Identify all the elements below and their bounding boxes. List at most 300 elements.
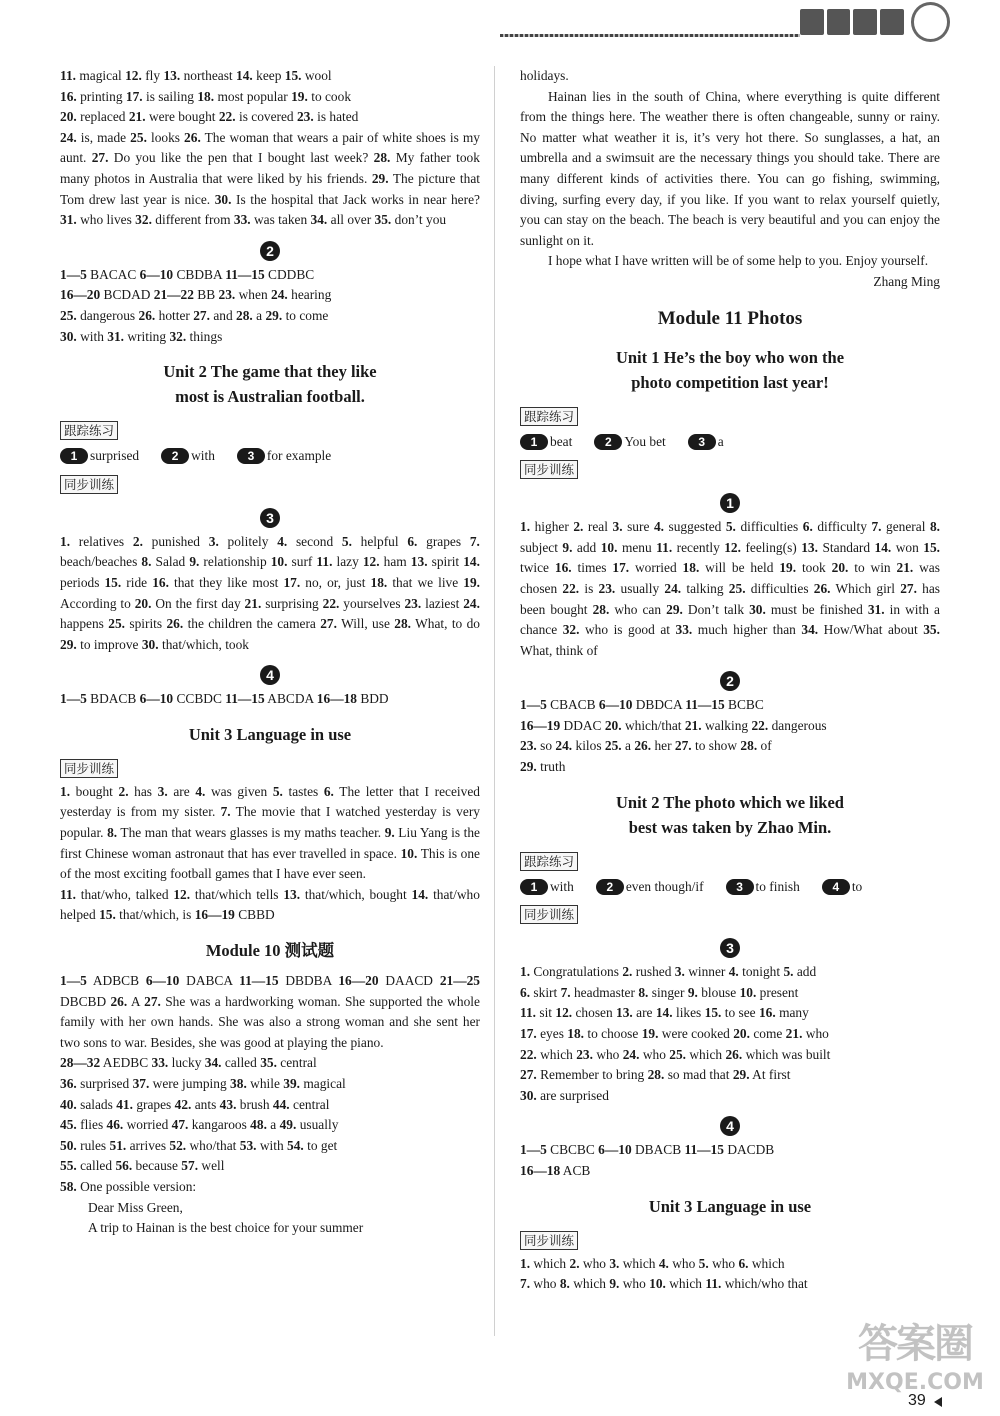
answer-text: My father took many photos in Australia that were liked by his friends. <box>60 150 480 186</box>
answer-text: won <box>895 539 919 555</box>
answer-paragraph <box>60 689 480 710</box>
answer-number: 6—10 <box>598 697 633 713</box>
answer-number: 29. <box>732 1067 750 1083</box>
answer-text: times <box>577 560 607 576</box>
answer-text: that/who helped <box>60 886 480 923</box>
answer-text: She was a hardworking woman. She supported the whole family with her own hands. She was also a strong woman and she sent her two sons to war. Besides, she was good at playing the piano. <box>60 993 480 1050</box>
answer-number: 5. <box>725 519 736 535</box>
answer-number: 9. <box>384 825 395 841</box>
answer-text: grapes <box>426 533 462 549</box>
answer-number: 24. <box>60 129 77 145</box>
answer-text: The movie that I watched yesterday is very popular. <box>60 804 480 841</box>
answer-number: 12. <box>125 68 142 83</box>
answer-number: 3. <box>157 783 168 799</box>
answer-number: 34. <box>204 1055 222 1071</box>
answer-text: all over <box>330 212 372 228</box>
answer-text: surprised <box>80 1076 130 1091</box>
answer-number: 56. <box>115 1158 133 1174</box>
answer-number: 6—10 <box>598 1142 632 1158</box>
answer-text: which <box>540 1046 573 1062</box>
answer-text: to get <box>307 1137 338 1153</box>
answer-text: who <box>805 1026 829 1042</box>
pill-number-icon: 4 <box>822 879 850 895</box>
answer-text: that/which, bought <box>304 886 407 902</box>
answer-number: 13. <box>410 554 428 570</box>
answer-text: headmaster <box>573 984 635 1000</box>
answer-line <box>520 983 940 1004</box>
answer-number: 6—10 <box>139 266 174 282</box>
answer-text: usually <box>620 580 660 596</box>
answer-text: One possible version: <box>80 1178 197 1194</box>
unit-1-title <box>520 345 940 395</box>
answer-number: 1. <box>520 519 531 535</box>
pill-answers <box>520 877 940 898</box>
answer-number: 5. <box>783 964 794 980</box>
training-tag: 同步训练 <box>520 905 578 924</box>
answer-text: A <box>130 993 140 1009</box>
answer-number: 16. <box>758 1005 776 1021</box>
answer-text: bought <box>75 783 113 799</box>
section-marker <box>60 665 480 687</box>
section-marker <box>60 241 480 263</box>
answer-number: 22. <box>520 1046 537 1062</box>
answer-text: fly <box>145 68 161 83</box>
answer-text: spirits <box>129 616 163 632</box>
answer-text: ham <box>383 554 407 570</box>
answer-text: Don’t talk <box>687 601 745 617</box>
answer-number: 30. <box>749 601 766 617</box>
answer-line <box>60 1156 480 1177</box>
unit-3-answers <box>520 1254 940 1295</box>
answer-text: hotter <box>158 307 190 323</box>
pill-answer-text: You bet <box>624 433 666 449</box>
section-number-icon: 2 <box>260 241 280 261</box>
answer-number: 11—15 <box>239 973 279 989</box>
answer-text: different from <box>155 212 231 228</box>
answer-text: blouse <box>701 984 737 1000</box>
answer-number: 33. <box>151 1055 169 1071</box>
answer-text: walking <box>704 717 749 733</box>
pill-number-icon: 1 <box>60 448 88 464</box>
answer-text: CBDBA <box>176 266 222 282</box>
answer-text: which <box>573 1276 606 1292</box>
answer-line <box>60 1115 480 1136</box>
answer-number: 16—18 <box>520 1163 561 1178</box>
answer-text: called <box>224 1055 257 1071</box>
practice-tag: 跟踪练习 <box>520 852 578 871</box>
answer-number: 25. <box>669 1046 687 1062</box>
answer-number: 3. <box>208 533 219 549</box>
answer-number: 16. <box>152 574 169 590</box>
answer-number: 1. <box>60 783 71 799</box>
answer-number: 8. <box>141 554 152 570</box>
answer-text: CCBDC <box>176 691 222 707</box>
answer-text: Congratulations <box>533 964 619 980</box>
answer-number: 15. <box>104 574 122 590</box>
answer-text: add <box>576 539 597 555</box>
answer-number: 50. <box>60 1137 77 1153</box>
answer-number: 12. <box>724 539 741 555</box>
answer-number: 44. <box>272 1096 290 1112</box>
answer-number: 18. <box>370 574 388 590</box>
answer-line <box>60 66 480 87</box>
answer-text: no, or, just <box>305 574 366 590</box>
answer-text: who <box>622 1276 646 1292</box>
answer-number: 34. <box>801 622 819 638</box>
answer-line <box>520 1140 940 1161</box>
unit-2-title <box>60 359 480 409</box>
answer-text: keep <box>256 68 282 83</box>
answer-text: were cooked <box>661 1026 730 1042</box>
section-number-icon: 4 <box>260 665 280 685</box>
answer-number: 27. <box>320 616 337 632</box>
answer-number: 1—5 <box>60 973 87 989</box>
answer-text: According to <box>60 595 131 611</box>
answer-text: Do you like the pen that I bought last week? <box>113 150 369 166</box>
answer-text: are surprised <box>540 1087 609 1103</box>
answer-text: is sailing <box>145 88 194 104</box>
answer-number: 13. <box>283 886 301 902</box>
answer-text: ABCDA <box>267 691 314 707</box>
answer-number: 30. <box>141 636 159 652</box>
answer-text: is hated <box>317 109 359 125</box>
answer-text: worried <box>126 1117 169 1133</box>
answer-text: DBDCA <box>635 697 682 713</box>
answer-number: 29. <box>666 601 683 617</box>
answer-text: was chosen <box>520 560 940 596</box>
answer-text: How/What about <box>823 622 918 638</box>
unit-title-line: best was taken by Zhao Min. <box>628 817 832 837</box>
answer-text: grapes <box>136 1096 172 1112</box>
answer-number: 21—25 <box>439 973 480 989</box>
answer-text: The picture that Tom drew last year is nice. <box>60 170 480 207</box>
answer-text: to improve <box>80 636 139 652</box>
answer-line <box>520 736 940 757</box>
section-number-icon: 2 <box>720 671 740 691</box>
answer-text: was given <box>210 783 268 799</box>
answer-number: 16—19 <box>520 717 561 733</box>
answer-number: 4. <box>728 964 739 980</box>
answer-text: DBDBA <box>285 973 332 989</box>
answer-number: 25. <box>60 307 77 323</box>
logo-block <box>827 9 851 35</box>
answer-number: 26. <box>725 1046 743 1062</box>
answer-text: twice <box>520 560 549 576</box>
answer-number: 25. <box>604 738 622 754</box>
answer-number: 2. <box>569 1255 580 1271</box>
answer-line <box>520 962 940 983</box>
answer-text: On the first day <box>155 595 241 611</box>
answer-number: 28. <box>592 601 610 617</box>
pill-number-icon: 2 <box>161 448 189 464</box>
answer-number: 27. <box>193 307 210 323</box>
answer-number: 20. <box>604 717 622 733</box>
answer-number: 28. <box>394 616 412 632</box>
answer-text: laziest <box>425 595 460 611</box>
answer-line <box>520 1065 940 1086</box>
answer-number: 16—20 <box>338 973 379 989</box>
pill-number-icon: 1 <box>520 434 548 450</box>
answer-text: dangerous <box>771 717 827 733</box>
answer-text: happens <box>60 616 104 632</box>
answer-number: 1. <box>520 964 531 980</box>
answer-text: lucky <box>171 1055 202 1071</box>
answer-text: ADBCB <box>92 973 140 989</box>
answer-number: 33. <box>675 622 693 638</box>
answer-line <box>60 128 480 231</box>
answer-text: feeling(s) <box>745 539 797 555</box>
answer-number: 16—18 <box>316 691 357 707</box>
answer-text: hearing <box>291 287 332 303</box>
answer-text: punished <box>151 533 201 549</box>
answer-text: a <box>256 307 263 323</box>
answer-number: 15. <box>284 68 302 83</box>
answer-line <box>60 265 480 286</box>
answer-text: who is good at <box>584 622 670 638</box>
answer-number: 45. <box>60 1117 77 1133</box>
section-4-answers <box>520 1140 940 1181</box>
answer-line <box>60 285 480 306</box>
pill-answers <box>60 446 480 467</box>
answer-text: which <box>622 1255 656 1271</box>
answer-text: which <box>689 1046 723 1062</box>
pill-answer-text: with <box>550 878 574 894</box>
section-number-icon: 3 <box>720 938 740 958</box>
answer-number: 26. <box>634 738 652 754</box>
training-tag: 同步训练 <box>520 1231 578 1250</box>
answer-number: 32. <box>135 212 152 228</box>
answer-text: dangerous <box>80 307 136 323</box>
answer-text: to choose <box>587 1026 639 1042</box>
pill-answer-text: beat <box>550 433 573 449</box>
watermark-url: MXQE.COM <box>846 1370 984 1395</box>
answer-text: took <box>801 560 826 576</box>
section-2-answers <box>520 695 940 777</box>
answer-number: 1—5 <box>520 697 547 713</box>
answer-number: 21—22 <box>153 287 194 303</box>
answer-text: tonight <box>742 964 781 980</box>
unit-3-answers-2 <box>60 885 480 926</box>
answer-text: add <box>796 964 817 980</box>
answer-text: Will, use <box>341 616 390 632</box>
answer-text: Liu Yang is the first Chinese woman astronaut that has ever travelled in space. <box>60 825 480 861</box>
answer-number: 30. <box>520 1087 537 1103</box>
answer-text: rules <box>80 1137 107 1153</box>
answer-number: 8. <box>559 1276 570 1292</box>
answer-text: ants <box>194 1096 217 1112</box>
logo-block <box>853 9 877 35</box>
answer-text: DDAC <box>563 717 602 733</box>
letter-paragraph: Hainan lies in the south of China, where everything is quite different from the things here. The weather there is often changeable, sunny or rainy. No matter what weather it is, it’s very hot there. So sunglasses, a hat, an umbrella and a swimsuit are the necessary things you should take. There are many different kinds of activities there. You can go fishing, swimming, diving, surfing every day, if you like. If you want to relax yourself quietly, you can stay on the beach. The beach is very beautiful and you can enjoy the sunlight on it. <box>520 88 940 248</box>
answer-text: while <box>250 1076 280 1091</box>
answer-text: difficulties <box>740 519 799 535</box>
answer-number: 32. <box>562 622 580 638</box>
answer-number: 25. <box>728 580 746 596</box>
answer-text: wool <box>304 68 332 83</box>
answer-number: 14. <box>236 68 253 83</box>
answer-text: difficulty <box>817 519 867 535</box>
section-number-icon: 3 <box>260 508 280 528</box>
answer-number: 15. <box>99 907 116 923</box>
answer-text: sit <box>539 1005 553 1021</box>
answer-text: ride <box>126 574 148 590</box>
answer-line <box>520 1254 940 1275</box>
answer-number: 10. <box>270 554 288 570</box>
answer-text: helpful <box>360 533 399 549</box>
answer-number: 24. <box>463 595 480 611</box>
answer-number: 6. <box>738 1255 749 1271</box>
answer-text: What, to do <box>415 616 480 632</box>
letter-signature: Zhang Ming <box>873 273 940 289</box>
answer-number: 8. <box>107 825 118 841</box>
section-number-icon: 4 <box>720 1116 740 1136</box>
logo-block <box>880 9 904 35</box>
answer-line <box>520 1274 940 1295</box>
answer-text: so mad that <box>667 1067 730 1083</box>
answer-text: suggested <box>668 519 722 535</box>
answer-text: surprising <box>265 595 319 611</box>
answer-text: because <box>135 1158 178 1174</box>
answer-text: sure <box>627 519 650 535</box>
answer-text: DBCBD <box>60 993 107 1009</box>
unit-3-title: Unit 3 Language in use <box>648 1196 812 1216</box>
module-10-rows <box>60 1053 480 1177</box>
answer-number: 17. <box>125 88 143 104</box>
answer-number: 29. <box>60 636 77 652</box>
section-marker <box>520 493 940 515</box>
answer-text: BB <box>197 287 216 303</box>
pill-answers <box>520 432 940 453</box>
answer-number: 20. <box>60 109 77 125</box>
answer-number: 27. <box>674 738 692 754</box>
answers-block-1 <box>60 66 480 231</box>
answer-number: 25. <box>108 616 125 632</box>
answer-number: 23. <box>576 1046 593 1062</box>
answer-number: 55. <box>60 1158 77 1174</box>
answer-text: northeast <box>183 68 233 83</box>
answer-text: The letter that I received yesterday is from my sister. <box>60 783 480 820</box>
answer-number: 21. <box>896 560 914 576</box>
answer-number: 18. <box>567 1026 585 1042</box>
answer-number: 20. <box>831 560 849 576</box>
section-marker <box>520 1116 940 1138</box>
answer-number: 9. <box>189 554 200 570</box>
answer-number: 48. <box>250 1117 267 1133</box>
answer-text: DAACD <box>385 973 433 989</box>
answer-number: 22. <box>322 595 340 611</box>
answer-text: the children the camera <box>187 616 316 632</box>
unit-3-answers <box>60 782 480 885</box>
answer-text: which <box>533 1255 567 1271</box>
answer-text: that they like most <box>174 574 279 590</box>
answer-number: 18. <box>197 88 215 104</box>
answer-text: of <box>760 738 772 754</box>
answer-text: come <box>753 1026 783 1042</box>
answer-text: are <box>636 1005 653 1021</box>
answer-number: 31. <box>60 212 77 228</box>
answer-text: to show <box>695 738 738 754</box>
module-10-answers <box>60 971 480 1053</box>
answer-text: which <box>751 1255 785 1271</box>
unit-title-line: Unit 1 He’s the boy who won the <box>615 347 845 367</box>
answer-number: 3. <box>609 1255 620 1271</box>
answer-number: 35. <box>923 622 940 638</box>
answer-text: chosen <box>575 1005 613 1021</box>
answer-text: ACB <box>562 1163 591 1178</box>
answer-number: 1. <box>520 1255 531 1271</box>
answer-number: 5. <box>272 783 283 799</box>
module-11-title: Module 11 Photos <box>657 307 803 329</box>
answer-number: 9. <box>687 984 698 1000</box>
answer-text: replaced <box>80 109 126 125</box>
answer-text: likes <box>675 1005 702 1021</box>
answer-text: will be held <box>705 560 774 576</box>
answer-number: 15. <box>923 539 941 555</box>
answer-paragraph <box>60 782 480 885</box>
answer-number: 19. <box>641 1026 659 1042</box>
answer-text: worried <box>635 560 677 576</box>
answer-number: 11. <box>316 554 333 570</box>
answer-number: 14. <box>463 554 480 570</box>
answer-line <box>60 306 480 327</box>
answer-number: 29. <box>371 170 389 186</box>
answer-text: yourselves <box>343 595 401 611</box>
answer-number: 6. <box>323 783 334 799</box>
answer-number: 12. <box>555 1005 573 1021</box>
answer-text: a <box>270 1117 277 1133</box>
answer-text: a <box>625 738 631 754</box>
unit-2-title <box>520 790 940 840</box>
answer-number: 2. <box>573 519 584 535</box>
answer-text: well <box>201 1158 225 1174</box>
answer-number: 26. <box>138 307 156 323</box>
answer-number: 7. <box>220 804 231 820</box>
answer-text: subject <box>520 539 558 555</box>
answer-text: brush <box>239 1096 270 1112</box>
answer-number: 16. <box>60 88 77 104</box>
answer-number: 11—15 <box>225 691 265 707</box>
column-divider <box>494 66 495 1336</box>
right-column <box>520 66 940 1295</box>
answer-number: 31. <box>867 601 885 617</box>
answer-number: 4. <box>658 1255 669 1271</box>
answer-text: many <box>779 1005 809 1021</box>
answer-text: CBBD <box>238 907 275 923</box>
answer-text: CBCBC <box>550 1142 595 1158</box>
section-4-answers <box>60 689 480 710</box>
answer-number: 21. <box>244 595 262 611</box>
answer-text: periods <box>60 574 100 590</box>
answer-text: eyes <box>540 1026 564 1042</box>
answer-text: menu <box>621 539 652 555</box>
answer-text: salads <box>80 1096 113 1112</box>
section-3-answers <box>60 532 480 656</box>
page-number: 39 <box>908 1392 926 1409</box>
logo-block <box>800 9 824 35</box>
answer-text: and <box>213 307 233 323</box>
answer-line <box>520 1003 940 1024</box>
answer-text: that/who, talked <box>80 886 169 902</box>
pill-number-icon: 3 <box>237 448 265 464</box>
answer-line <box>60 1136 480 1157</box>
answer-number: 23. <box>404 595 422 611</box>
answer-line <box>520 1024 940 1045</box>
answer-line <box>60 1074 480 1095</box>
section-marker <box>60 508 480 530</box>
answer-number: 24. <box>271 287 288 303</box>
answer-number: 27. <box>900 580 917 596</box>
answer-text: has <box>134 783 153 799</box>
